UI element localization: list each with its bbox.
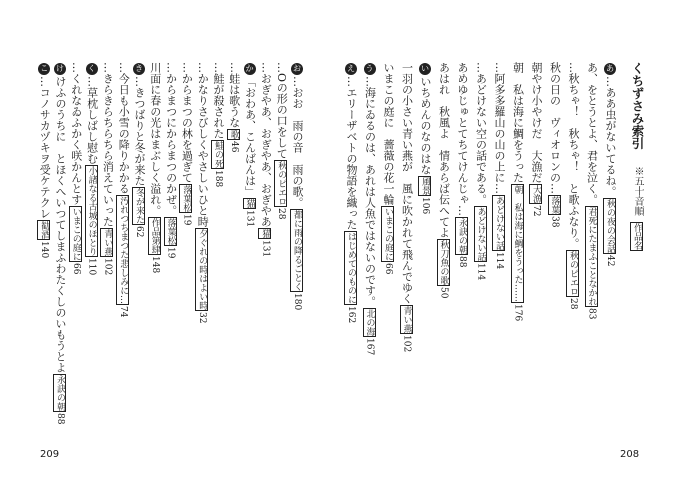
entry-page-number: 162 (346, 306, 356, 324)
index-letter-badge: あ (606, 64, 614, 73)
entry-text: いまこの庭に 薔薇の花一輪 (382, 62, 395, 205)
right-page-entry (585, 62, 598, 319)
entry-text: …草枕しばし慰む (85, 76, 99, 164)
entry-source-title: いまこの庭に (383, 207, 393, 261)
entry-source-title: 朝 私は海に鯛をうった…… (512, 185, 523, 302)
entry-text: …からまつの林を過ぎて (180, 62, 194, 183)
entry-page-number: 102 (102, 258, 113, 276)
entry-source-title: 冬が来た (134, 188, 144, 224)
index-letter-badge: け (56, 64, 64, 73)
right-page-entry (363, 62, 376, 355)
entry-text: あはれ 秋風よ 情あらば伝へてよ (437, 62, 451, 238)
index-letter-badge: き (135, 64, 143, 73)
entry-text: …くれなゐふかく咲かんとす (69, 62, 83, 205)
right-page-entry (418, 62, 431, 214)
entry-text: いちめんのなのはな (419, 76, 432, 175)
left-page-entry (100, 62, 113, 275)
entry-source-title: いまこの庭に (70, 207, 81, 261)
left-page-entry (211, 62, 224, 187)
entry-source-title: はじめてのものに (346, 232, 356, 304)
left-page-entry (290, 62, 303, 310)
entry-text: 朝やけ小やけだ 大漁だ (530, 62, 543, 183)
entry-source-title: 汚れつちまつた悲しみに… (118, 196, 129, 304)
entry-source-title: 作品第肆 (149, 218, 160, 254)
entry-page-number: 140 (39, 241, 50, 259)
index-sort-note: ※五十音順 (632, 166, 643, 217)
entry-text: …ああ虫がないてるね。 (604, 76, 617, 197)
index-title: くちずさみ索引 (630, 62, 645, 150)
entry-page-number: 176 (512, 304, 523, 322)
entry-text: …阿多多羅山の山の上に… (493, 62, 506, 194)
entry-page-number: 19 (181, 214, 192, 226)
entry-page-number: 188 (213, 170, 223, 188)
right-page-entry (548, 62, 561, 227)
entry-source-title: 鮭の死 (213, 141, 223, 168)
index-letter-badge: う (365, 64, 374, 73)
left-page-entry (69, 62, 82, 274)
entry-text: あめゆじゅとてちてけんじゃ… (456, 62, 469, 216)
entry-text: …きつばりと冬が来た (133, 76, 146, 186)
left-page-entry (148, 62, 161, 273)
entry-page-number: 46 (228, 141, 239, 153)
entry-source-title: 落葉 (549, 196, 560, 214)
entry-source-title: 秋のピエロ (276, 161, 287, 207)
entry-page-number: 167 (364, 338, 375, 356)
entry-text: …海にゐるのは、あれは人魚ではないのです。 (363, 76, 377, 307)
entry-text: …かなりさびしくやさしいひと時 (196, 62, 210, 227)
left-page-entry (85, 62, 98, 275)
entry-text: 「おわあ、こんばんは」 (243, 76, 257, 197)
entry-page-number: 72 (531, 205, 541, 217)
entry-source-title: あどけない話 (475, 207, 486, 261)
entry-source-title: あどけない話 (494, 196, 504, 250)
entry-page-number: 74 (118, 306, 129, 318)
entry-source-title: 永訣の朝 (457, 218, 467, 254)
right-page-entry (566, 62, 579, 309)
entry-source-title: 落葉松 (165, 218, 176, 245)
entry-page-number: 88 (457, 256, 467, 268)
entry-page-number: 50 (438, 287, 449, 299)
left-page-entry (132, 62, 145, 237)
entry-source-title: 永訣の朝 (55, 375, 65, 411)
entry-page-number: 180 (292, 293, 302, 311)
entry-source-title: 青い燕 (401, 306, 412, 333)
entry-text: 一羽の小さい青い燕が 風に吹かれて飛んでゆく (400, 62, 414, 304)
left-page-entry (53, 62, 66, 424)
entry-source-title: 君死にたまふことなかれ (586, 207, 597, 306)
left-page-entry (243, 62, 256, 227)
entry-text: 川面に春の光はまぶしく溢れ。 (148, 62, 162, 216)
left-page-entry (195, 62, 208, 323)
entry-page-number: 110 (86, 258, 97, 276)
entry-page-number: 19 (165, 247, 176, 259)
index-letter-badge: か (245, 64, 254, 73)
entry-source-title: 猫 (244, 199, 255, 208)
entry-page-number: 28 (568, 298, 578, 310)
entry-text: …Oの形の口をして (275, 62, 289, 160)
index-letter-badge: え (347, 64, 355, 73)
entry-page-number: 131 (260, 240, 271, 258)
entry-source-title: 秋のピエロ (568, 251, 578, 296)
index-letter-badge: い (421, 64, 429, 73)
entry-text: あ、をとうとよ、君を泣く。 (585, 62, 599, 205)
entry-page-number: 148 (149, 256, 160, 274)
entry-page-number: 114 (494, 252, 504, 270)
right-page-entry (492, 62, 505, 269)
left-page-entry (227, 62, 240, 152)
entry-page-number: 32 (197, 312, 208, 324)
right-page-entry (511, 62, 524, 321)
entry-page-number: 42 (605, 255, 615, 267)
page-number-left: 209 (40, 449, 60, 460)
entry-page-number: 66 (70, 263, 81, 275)
index-letter-badge: く (87, 64, 96, 73)
entry-text: …エリーザベトの物語を織った (345, 76, 358, 230)
entry-text: …秋ちゃ！ 秋ちゃ！ と歌ふなり。 (567, 62, 580, 249)
entry-source-title: 青い燕 (102, 229, 113, 256)
entry-source-title: 大漁 (531, 185, 541, 203)
right-page-entry (474, 62, 487, 280)
index-work-label: 作品名 (632, 222, 642, 250)
entry-text: …からまつにからまつのかぜ。 (164, 62, 178, 216)
entry-page-number: 106 (420, 197, 430, 215)
entry-page-number: 38 (549, 216, 560, 228)
entry-source-title: 夕ぐれの時はよい時 (197, 229, 208, 310)
entry-page-number: 114 (475, 263, 486, 281)
entry-text: …鮭が殺された (212, 62, 225, 139)
entry-text: …蛙は歌うな (227, 62, 241, 128)
right-page-entry (455, 62, 468, 267)
left-page-entry (116, 62, 129, 317)
entry-text: けふのうちに とほくへいつてしまふわたくしのいもうとよ (54, 76, 67, 373)
index-title-column (630, 62, 643, 252)
entry-source-title: 秋刀魚の歌 (438, 240, 449, 285)
entry-text: …あどけない空の話である。 (474, 62, 488, 205)
entry-source-title: 都に雨の降るごとく (292, 210, 302, 291)
left-page-entry (179, 62, 192, 225)
entry-source-title: 落葉松 (181, 185, 192, 212)
right-page-entry (381, 62, 394, 274)
entry-text: 朝 私は海に鯛をうった (511, 62, 525, 183)
left-page-entry (37, 62, 50, 258)
entry-page-number: 102 (401, 335, 412, 353)
left-page-entry (164, 62, 177, 258)
page-number-right: 208 (620, 449, 640, 460)
entry-text: …コノサカヅキヲ受ケテクレ (38, 76, 52, 219)
entry-source-title: 秋の夜の会話 (605, 199, 615, 253)
entry-text: …きらきらちらちら消えていった (101, 62, 115, 227)
entry-source-title: 勧酒 (39, 221, 50, 239)
left-page-entry (274, 62, 287, 219)
right-page-entry (400, 62, 413, 352)
right-page-entry (344, 62, 357, 323)
entry-text: …おお 雨の音 雨の歌。 (291, 76, 304, 208)
left-page-entry (258, 62, 271, 257)
entry-source-title: 小諸なる古城のほとり (86, 166, 97, 256)
right-page-entry (437, 62, 450, 298)
entry-page-number: 28 (276, 208, 287, 220)
index-letter-badge: お (293, 64, 301, 73)
entry-page-number: 62 (134, 226, 144, 238)
right-page-entry (603, 62, 616, 266)
entry-page-number: 66 (383, 263, 393, 275)
entry-page-number: 83 (586, 308, 597, 320)
entry-source-title: 風景 (420, 177, 430, 195)
entry-text: 秋の日の ヴィオロンの… (548, 62, 562, 194)
entry-text: …おぎやあ、おぎやあ、おぎやあ (259, 62, 273, 227)
entry-source-title: 猫 (260, 229, 271, 238)
entry-source-title: 歌 (228, 130, 239, 139)
right-page-entry (529, 62, 542, 216)
entry-source-title: 北の海 (364, 309, 375, 336)
entry-page-number: 131 (244, 210, 255, 228)
index-letter-badge: こ (40, 64, 49, 73)
entry-text: …今日も小雪の降りかかる (117, 62, 131, 194)
entry-page-number: 88 (55, 413, 65, 425)
